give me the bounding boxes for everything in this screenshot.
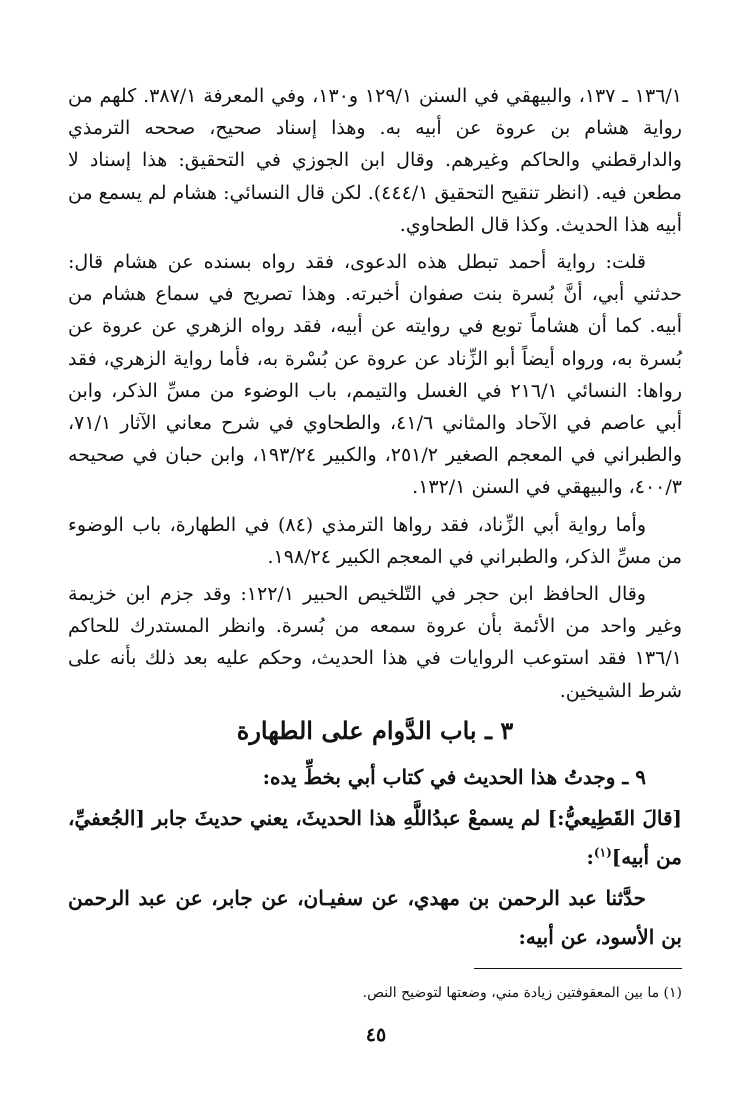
hadith-intro: ٩ ـ وجدتُ هذا الحديث في كتاب أبي بخطِّ يده: [262,764,646,789]
footnote-divider [474,968,682,969]
page-number: ٤٥ [365,1024,387,1046]
hadith-note-colon: : [586,844,594,869]
commentary-paragraph-4: وقال الحافظ ابن حجر في التّلخيص الحبير ١٢٢/١: وقد جزم ابن خزيمة وغير واحد من الأئمة بأن عروة سمعه من بُسرة. وانظر المستدرك للحاكم ١٣٦/١ فقد استوعب الروايات في هذا الحديث، وحكم عليه بعد ذلك بأنه على شرط الشيخين. [68,583,682,702]
footnote-reference: (١) [593,845,612,860]
hadith-chain: حدَّثنا عبد الرحمن بن مهدي، عن سفيـان، عن جابر، عن عبد الرحمن بن الأسود، عن أبيه: [68,885,682,949]
commentary-paragraph-3: وأما رواية أبي الزِّناد، فقد رواها الترمذي (٨٤) في الطهارة، باب الوضوء من مسِّ الذكر، والطبراني في المعجم الكبير ١٩٨/٢٤. [68,513,682,568]
page-body [68,80,682,959]
hadith-note [68,799,682,877]
footnote: (١) ما بين المعقوفتين زيادة مني، وضعتها لتوضيح النص. [362,985,682,1001]
hadith-note-text: [قالَ القَطِيعيُّ:] لم يسمعْ عبدُاللَّهِ هذا الحديثَ، يعني حديثَ جابر [الجُعفيِّ، من أبيه] [68,805,682,869]
section-title: ٣ ـ باب الدَّوام على الطهارة [236,715,514,745]
commentary-paragraph-1: ١٣٦/١ ـ ١٣٧، والبيهقي في السنن ١٢٩/١ و١٣٠، وفي المعرفة ٣٨٧/١. كلهم من رواية هشام بن عروة عن أبيه به. وهذا إسناد صحيح، صححه الترمذي والدارقطني والحاكم وغيرهم. وقال ابن الجوزي في التحقيق: هذا إسناد لا مطعن فيه. (انظر تنقيح التحقيق ٤٤٤/١). لكن قال النسائي: هشام لم يسمع من أبيه هذا الحديث. وكذا قال الطحاوي. [68,85,683,236]
commentary-paragraph-2: قلت: رواية أحمد تبطل هذه الدعوى، فقد رواه بسنده عن هشام قال: حدثني أبي، أنَّ بُسرة بنت صفوان أخبرته. وهذا تصريح في سماع هشام من أبيه. كما أن هشاماً توبع في روايته عن أبيه، فقد رواه الزهري عن عروة عن بُسرة به، ورواه أيضاً أبو الزِّناد عن عروة عن بُسْرة به، فأما رواية الزهري، فقد رواها: النسائي ٢١٦/١ في الغسل والتيمم، باب الوضوء من مسِّ الذكر، وابن أبي عاصم في الآحاد والمثاني ٤١/٦، والطحاوي في شرح معاني الآثار ٧١/١، والطبراني في المعجم الصغير ٢٥١/٢، والكبير ١٩٣/٢٤، وابن حبان في صحيحه ٤٠٠/٣، والبيهقي في السنن ١٣٢/١. [68,251,683,499]
